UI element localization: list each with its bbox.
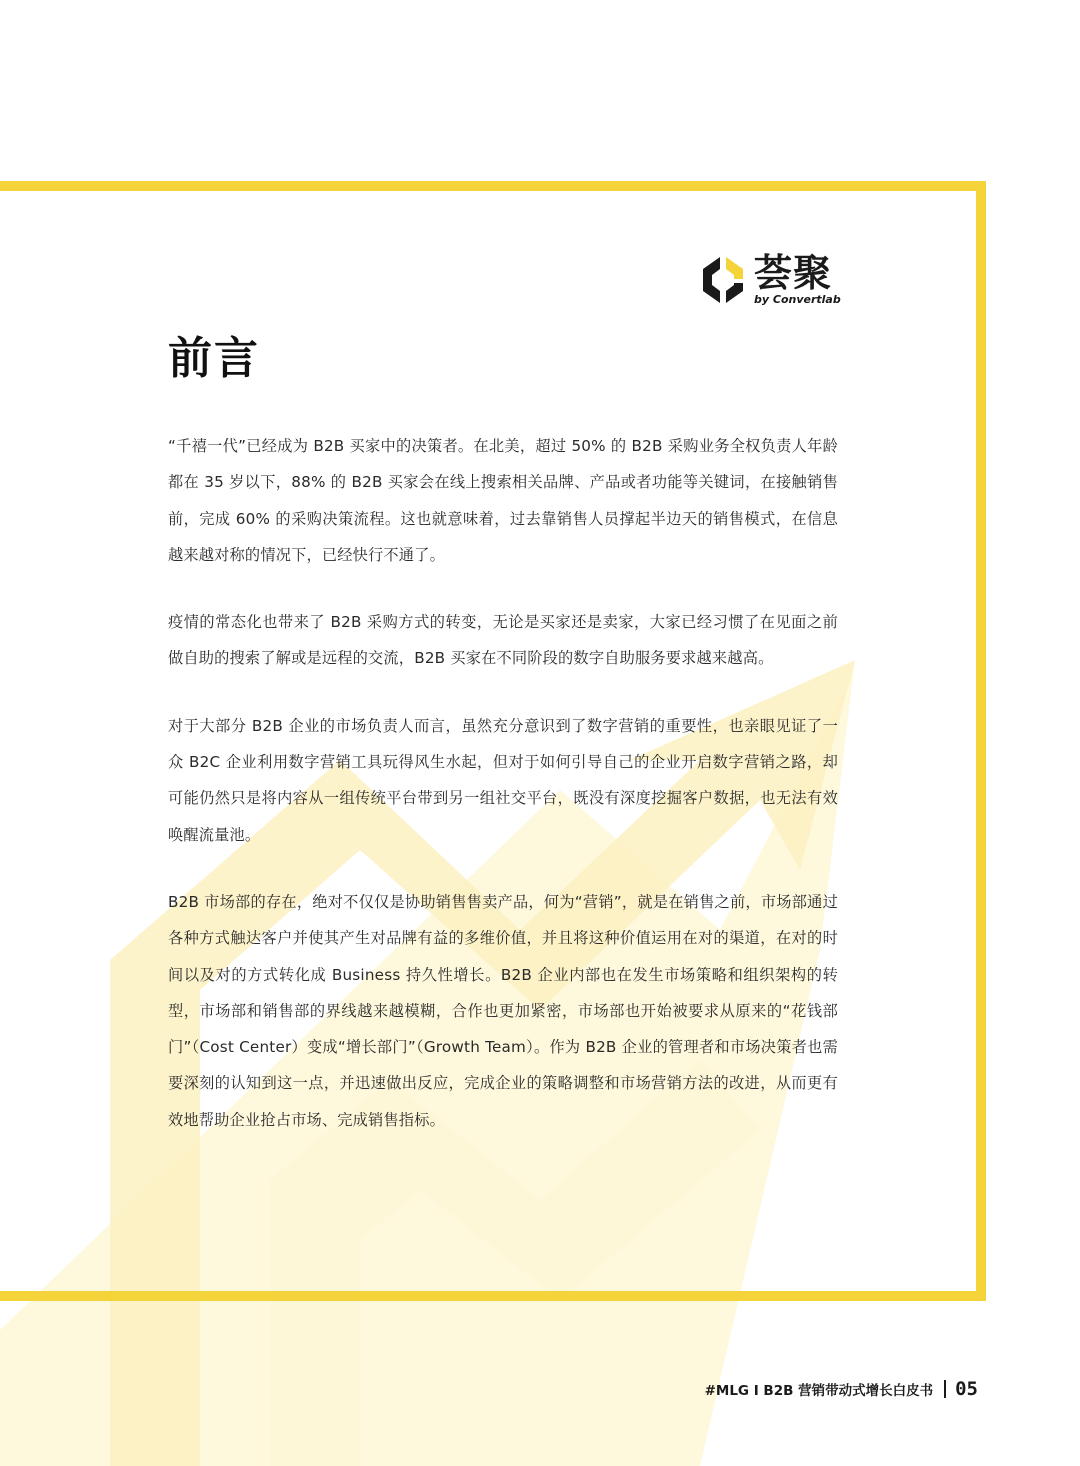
paragraph-3: 对于大部分 B2B 企业的市场负责人而言，虽然充分意识到了数字营销的重要性，也亲眼见证了一众 B2C 企业利用数字营销工具玩得风生水起，但对于如何引导自己的企业开启数字营销之路，却可能仍然只是将内容从一组传统平台带到另一组社交平台，既没有深度挖掘客户数据，也无法有效唤醒流量池。 xyxy=(168,716,838,844)
page-title: 前言 xyxy=(168,333,260,384)
page-number: 05 xyxy=(955,1378,978,1400)
footer xyxy=(705,1378,978,1400)
logo-icon xyxy=(700,255,746,305)
logo-name: 荟聚 xyxy=(754,251,833,295)
footer-title: #MLG I B2B 营销带动式增长白皮书 xyxy=(704,1383,934,1399)
footer-divider xyxy=(944,1380,946,1398)
paragraph-4: B2B 市场部的存在，绝对不仅仅是协助销售售卖产品，何为“营销”，就是在销售之前，市场部通过各种方式触达客户并使其产生对品牌有益的多维价值，并且将这种价值运用在对的渠道，在对的时间以及对的方式转化成 Business 持久性增长。B2B 企业内部也在发生市场策略和组织架构的转型，市场部和销售部的界线越来越模糊，合作也更加紧密，市场部也开始被要求从原来的“花钱部门”（Cost Center）变成“增长部门”（Growth Team）。作为 B2B 企业的管理者和市场决策者也需要深刻的认知到这一点，并迅速做出反应，完成企业的策略调整和市场营销方法的改进，从而更有效地帮助企业抢占市场、完成销售指标。 xyxy=(168,892,838,1129)
body-text xyxy=(168,428,838,1169)
logo xyxy=(700,253,841,306)
paragraph-1: “千禧一代”已经成为 B2B 买家中的决策者。在北美，超过 50% 的 B2B 采购业务全权负责人年龄都在 35 岁以下，88% 的 B2B 买家会在线上搜索相关品牌、产品或者功能等关键词，在接触销售前，完成 60% 的采购决策流程。这也就意味着，过去靠销售人员撑起半边天的销售模式，在信息越来越对称的情况下，已经快行不通了。 xyxy=(168,437,838,564)
logo-tagline: by Convertlab xyxy=(754,293,841,306)
paragraph-2: 疫情的常态化也带来了 B2B 采购方式的转变，无论是买家还是卖家，大家已经习惯了在见面之前做自助的搜索了解或是远程的交流，B2B 买家在不同阶段的数字自助服务要求越来越高。 xyxy=(168,613,838,668)
